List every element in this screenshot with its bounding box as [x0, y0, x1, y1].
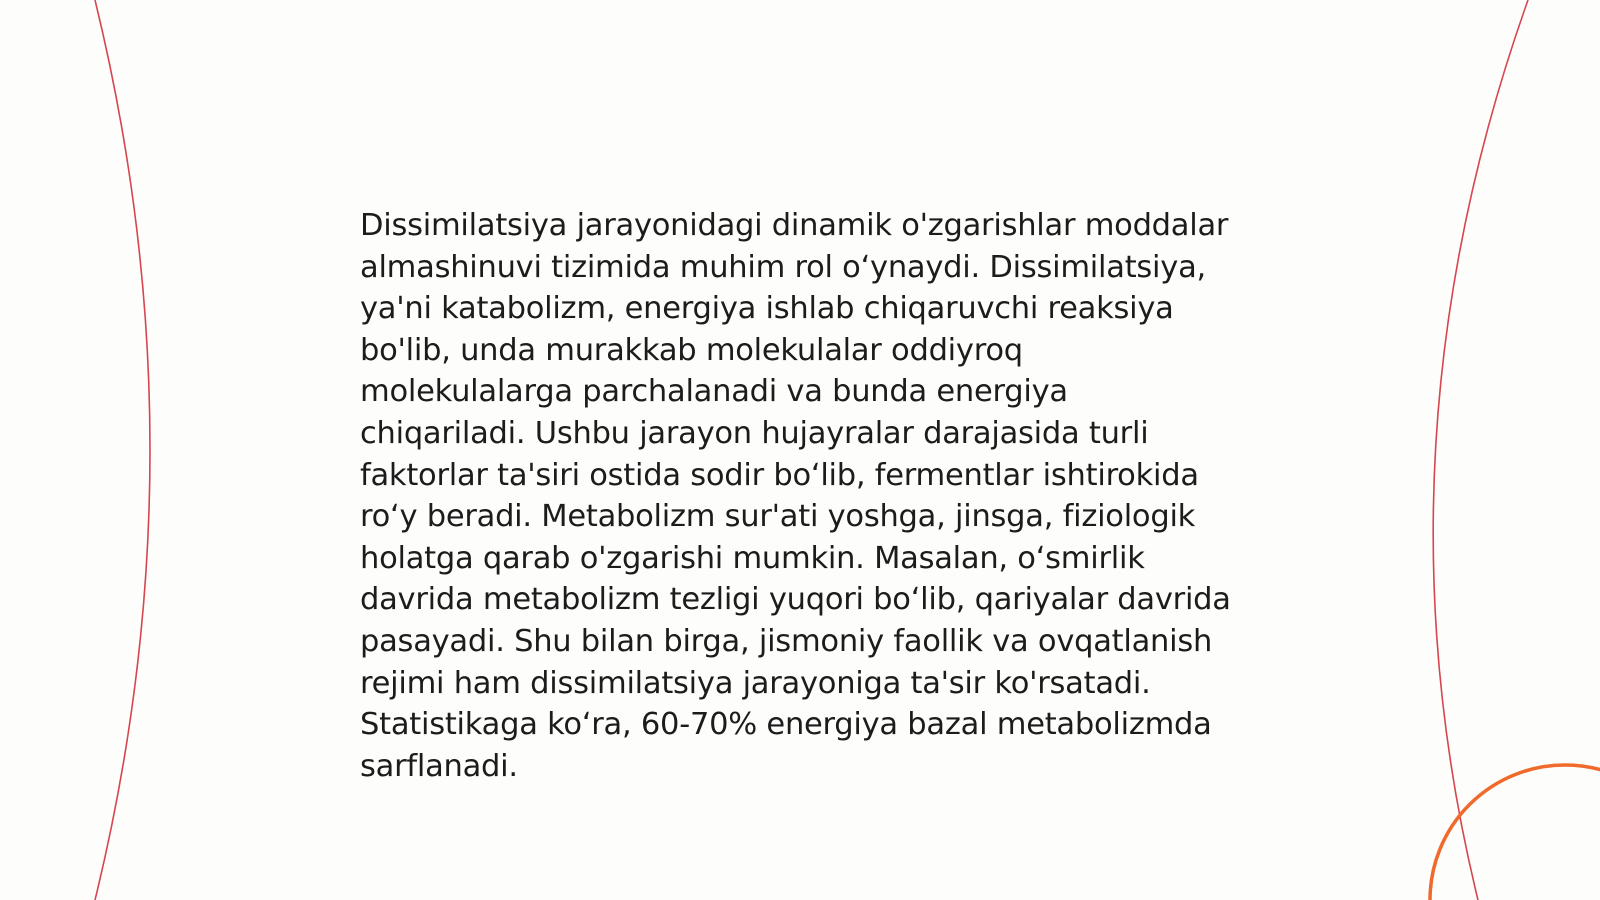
right-arc-line	[1433, 0, 1528, 900]
body-paragraph: Dissimilatsiya jarayonidagi dinamik o'zgarishlar moddalar almashinuvi tizimida muhim rol oʻynaydi. Dissimilatsiya, ya'ni katabolizm, energiya ishlab chiqaruvchi reaksiya bo'lib, unda murakkab molekulalar oddiyroq molekulalarga parchalanadi va bunda energiya chiqariladi. Ushbu jarayon hujayralar darajasida turli faktorlar ta'siri ostida sodir boʻlib, fermentlar ishtirokida roʻy beradi. Metabolizm sur'ati yoshga, jinsga, fiziologik holatga qarab o'zgarishi mumkin. Masalan, oʻsmirlik davrida metabolizm tezligi yuqori boʻlib, qariyalar davrida pasayadi. Shu bilan birga, jismoniy faollik va ovqatlanish rejimi ham dissimilatsiya jarayoniga ta'sir ko'rsatadi. Statistikaga koʻra, 60-70% energiya bazal metabolizmda sarflanadi.	[360, 208, 1231, 784]
left-arc-line	[95, 0, 150, 900]
orange-accent-circle	[1430, 765, 1600, 900]
